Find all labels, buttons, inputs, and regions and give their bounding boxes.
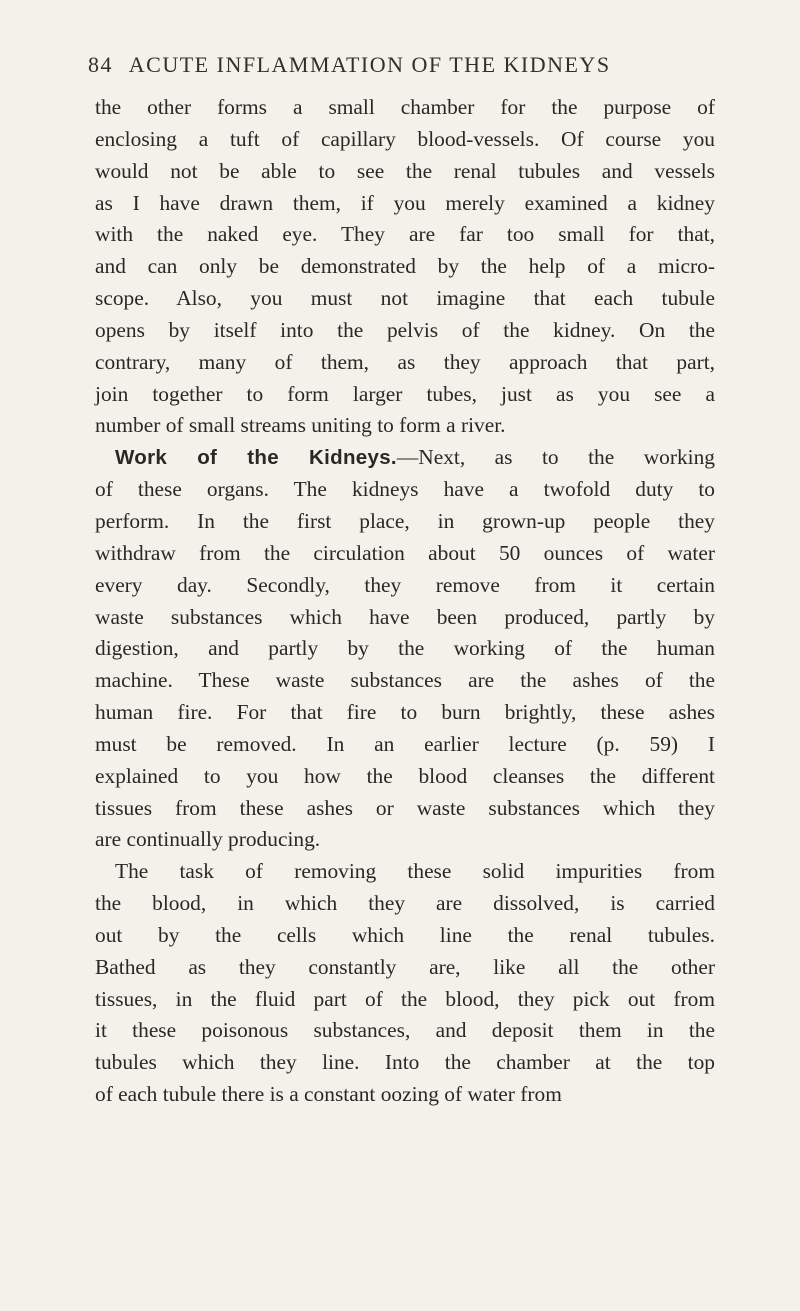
- text-line: of each tubule there is a constant oozing of water from: [95, 1082, 562, 1107]
- running-title: ACUTE INFLAMMATION OF THE KIDNEYS: [128, 52, 611, 77]
- text-line: digestion, and partly by the working of the human: [95, 636, 715, 661]
- text-line: opens by itself into the pelvis of the kidney. On the: [95, 317, 715, 342]
- text-line: number of small streams uniting to form a river.: [95, 413, 506, 438]
- text-line: tissues, in the fluid part of the blood, they pick out from: [95, 986, 715, 1011]
- page-number: 84: [88, 52, 113, 77]
- text-line: perform. In the first place, in grown-up people they: [95, 508, 715, 533]
- text-line: out by the cells which line the renal tubules.: [95, 922, 715, 947]
- running-header: [88, 52, 728, 78]
- text-line: it these poisonous substances, and deposit them in the: [95, 1018, 715, 1043]
- text-line: as I have drawn them, if you merely examined a kidney: [95, 190, 715, 215]
- text-line: The task of removing these solid impurities from: [115, 859, 715, 884]
- text-line: the other forms a small chamber for the purpose of: [95, 95, 715, 119]
- text-line: waste substances which have been produced, partly by: [95, 604, 715, 629]
- body-text: [95, 92, 715, 1111]
- text-line: Bathed as they constantly are, like all the other: [95, 954, 715, 979]
- text-line: explained to you how the blood cleanses the different: [95, 763, 715, 788]
- text-line: must be removed. In an earlier lecture (p. 59) I: [95, 731, 715, 756]
- text-line: withdraw from the circulation about 50 ounces of water: [95, 540, 715, 565]
- text-line: with the naked eye. They are far too small for that,: [95, 222, 715, 247]
- section-heading-continuation: —Next, as to the working: [396, 445, 715, 470]
- text-line: of these organs. The kidneys have a twofold duty to: [95, 477, 715, 502]
- text-line: every day. Secondly, they remove from it certain: [95, 572, 715, 597]
- text-line: scope. Also, you must not imagine that each tubule: [95, 286, 715, 311]
- text-line: join together to form larger tubes, just as you see a: [95, 381, 715, 406]
- text-line: would not be able to see the renal tubules and vessels: [95, 158, 715, 183]
- text-line: human fire. For that fire to burn brightly, these ashes: [95, 700, 715, 725]
- text-line: enclosing a tuft of capillary blood-vessels. Of course you: [95, 126, 715, 151]
- text-line: and can only be demonstrated by the help of a micro-: [95, 254, 715, 279]
- text-line: tubules which they line. Into the chamber at the top: [95, 1050, 715, 1075]
- text-line: machine. These waste substances are the ashes of the: [95, 668, 715, 693]
- section-heading-line: [95, 442, 715, 474]
- text-line: contrary, many of them, as they approach that part,: [95, 349, 715, 374]
- text-line: the blood, in which they are dissolved, is carried: [95, 891, 715, 916]
- text-line: tissues from these ashes or waste substances which they: [95, 795, 715, 820]
- section-heading: Work of the Kidneys.: [115, 446, 397, 470]
- text-line: are continually producing.: [95, 827, 321, 852]
